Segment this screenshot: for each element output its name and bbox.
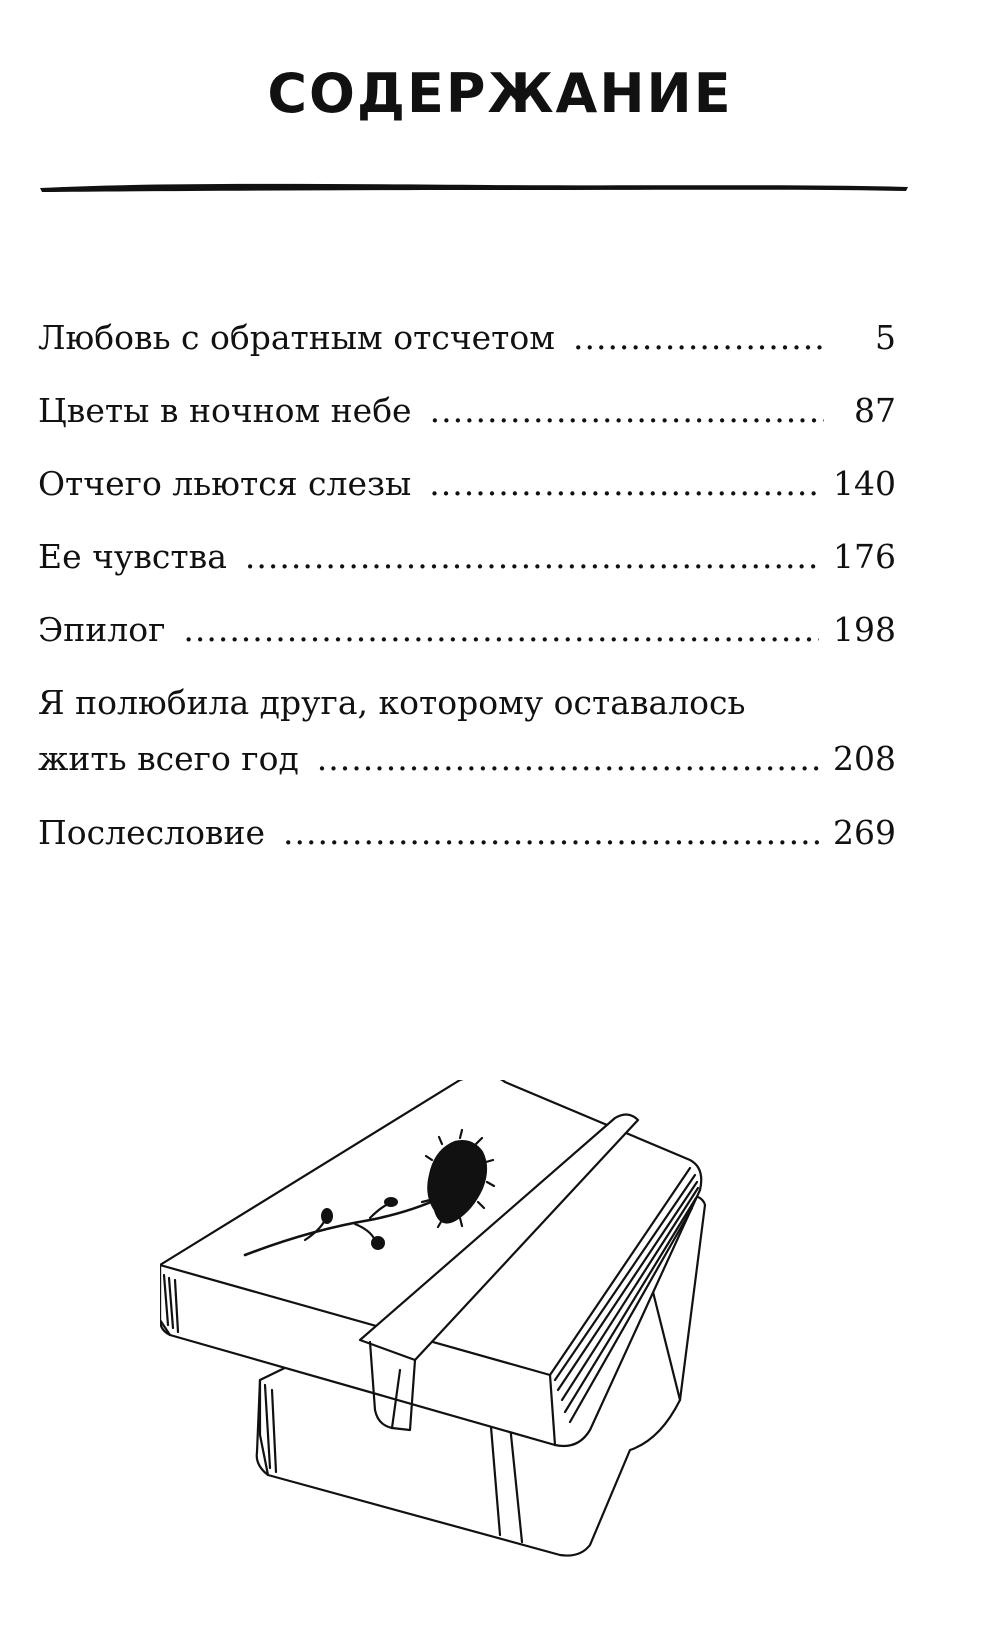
toc-entry-title: Эпилог [38,610,166,649]
toc-entry-title-line1: Я полюбила друга, которому оставалось [38,683,746,722]
toc-entry-title: Любовь с обратным отсчетом [38,318,555,357]
toc-entry-page: 176 [833,537,896,576]
title-divider [38,178,910,198]
toc-entry[interactable] [38,683,896,813]
toc-entry-page: 5 [875,318,896,357]
toc-entry-title: Послесловие [38,813,266,852]
toc-leader-dots [283,813,819,852]
toc-entry-title: Ее чувства [38,537,227,576]
toc-entry-title: Отчего льются слезы [38,464,412,503]
toc-entry[interactable] [38,318,896,391]
toc-leader-dots [429,464,819,503]
toc-entry-page: 269 [833,813,896,852]
toc-entry[interactable] [38,537,896,610]
toc-leader-dots [245,537,819,576]
toc-entry-page: 87 [854,391,896,430]
toc-entry-title: Цветы в ночном небе [38,391,412,430]
toc-leader-dots [573,318,824,357]
toc-entry[interactable] [38,391,896,464]
toc-entry[interactable] [38,610,896,683]
toc-leader-dots [183,610,819,649]
toc-entry-page: 140 [833,464,896,503]
toc-entry[interactable] [38,464,896,537]
notebooks-with-flower-icon [160,1080,740,1600]
page-title: СОДЕРЖАНИЕ [267,62,733,125]
table-of-contents [38,318,896,886]
toc-entry-title-line2: жить всего год [38,739,299,778]
toc-entry-page: 208 [833,739,896,778]
toc-leader-dots [317,739,819,778]
toc-entry-page: 198 [833,610,896,649]
toc-leader-dots [430,391,824,430]
toc-entry[interactable] [38,813,896,886]
